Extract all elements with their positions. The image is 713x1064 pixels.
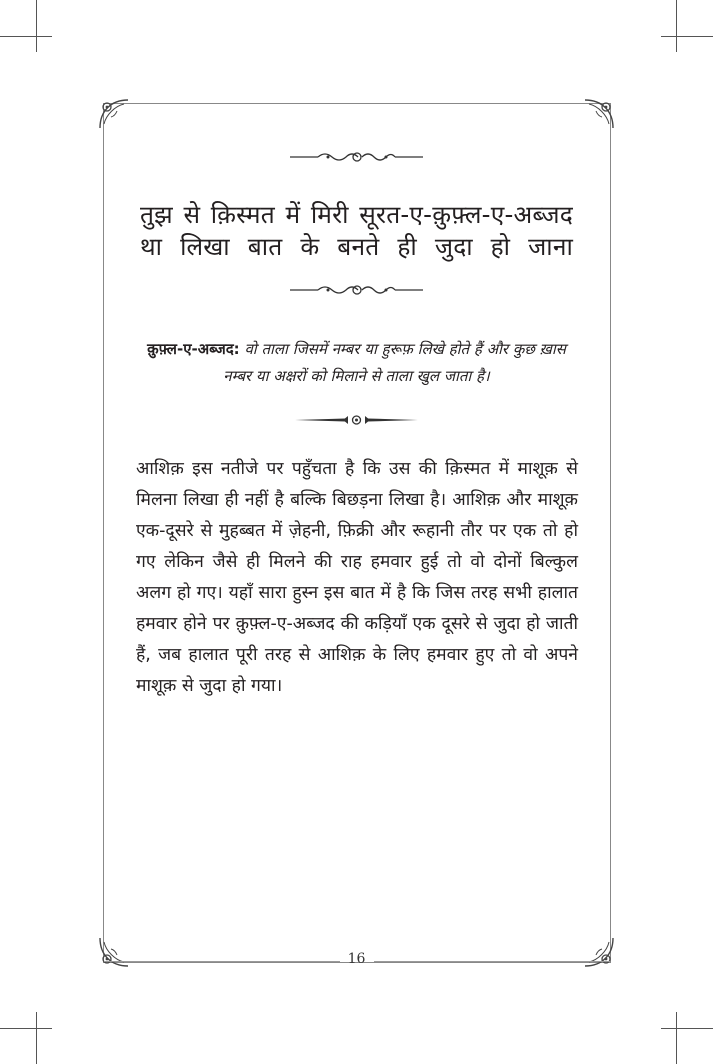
page-number: 16 <box>347 951 366 967</box>
couplet-line-1: तुझ से क़िस्मत में मिरी सूरत-ए-क़ुफ़्ल-ए-अब्जद <box>140 200 573 229</box>
small-divider-icon <box>0 413 713 427</box>
glossary-definition: वो ताला जिसमें नम्बर या हुरूफ़ लिखे होते हैं और कुछ ख़ास नम्बर या अक्षरों को मिलाने से ताला खुल जाता है। <box>223 340 566 385</box>
floral-divider-icon <box>0 150 713 164</box>
corner-ornament-icon <box>97 97 131 131</box>
commentary-paragraph: आशिक़ इस नतीजे पर पहुँचता है कि उस की क़िस्मत में माशूक़ से मिलना लिखा ही नहीं है बल्कि बिछड़ना लिखा है। आशिक़ और माशूक़ एक-दूसरे से मुहब्बत में ज़ेहनी, फ़िक्री और रूहानी तौर पर एक तो हो गए लेकिन जैसे ही मिलने की राह हमवार हुई तो वो दोनों बिल्कुल अलग हो गए। यहाँ सारा हुस्न इस बात में है कि जिस तरह सभी हालात हमवार होने पर क़ुफ़्ल-ए-अब्जद की कड़ियाँ एक दूसरे से जुदा हो जाती हैं, जब हालात पूरी तरह से आशिक़ के लिए हमवार हुए तो वो अपने माशूक़ से जुदा हो गया। <box>136 459 578 696</box>
floral-divider-icon <box>0 283 713 297</box>
crop-mark <box>36 0 37 52</box>
crop-mark <box>36 1012 37 1064</box>
crop-mark <box>661 1028 713 1029</box>
couplet-line-2: था लिखा बात के बनते ही जुदा हो जाना <box>140 232 573 261</box>
glossary-note <box>140 336 573 390</box>
corner-ornament-icon <box>582 97 616 131</box>
crop-mark <box>0 1028 52 1029</box>
crop-mark <box>661 36 713 37</box>
crop-mark <box>676 1012 677 1064</box>
crop-mark <box>0 36 52 37</box>
glossary-term: क़ुफ़्ल-ए-अब्जद: <box>147 340 240 358</box>
crop-mark <box>676 0 677 52</box>
